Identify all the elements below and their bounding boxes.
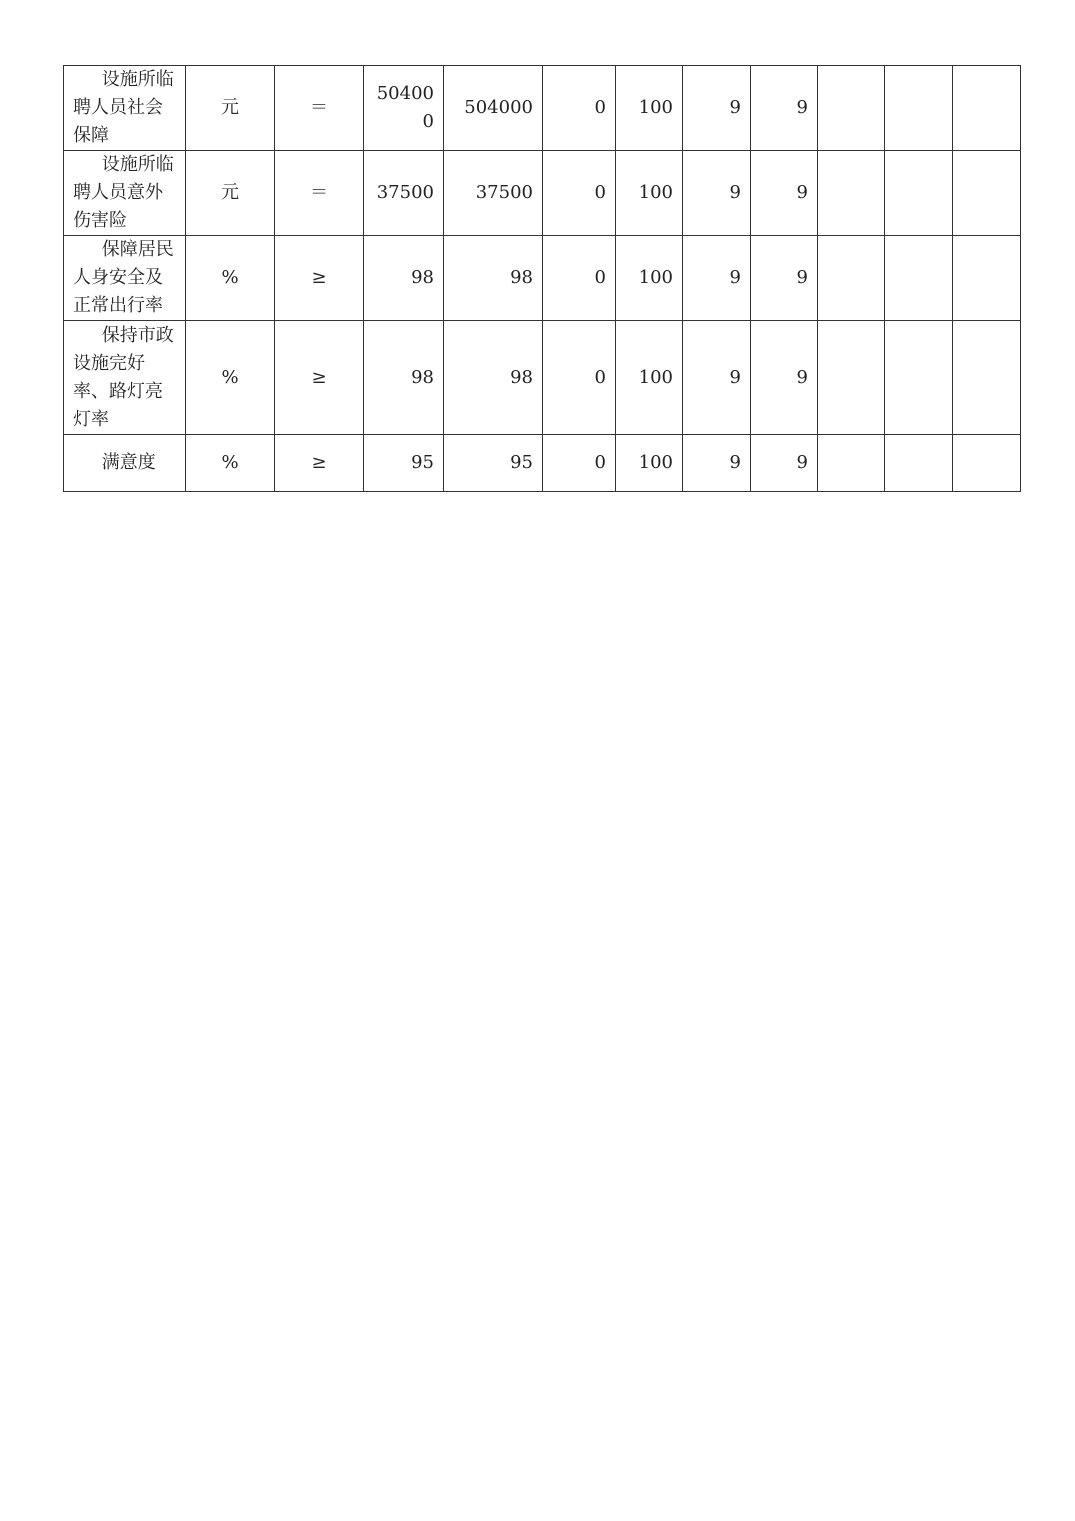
target-value-cell: 95 [364, 435, 444, 492]
operator-cell: ≥ [275, 321, 364, 435]
target-value-cell: 37500 [364, 151, 444, 236]
completion-rate-cell: 100 [616, 435, 683, 492]
indicator-name-cell: 设施所临聘人员意外伤害险 [64, 151, 186, 236]
table-row [64, 321, 1021, 435]
operator-cell: ＝ [275, 66, 364, 151]
weight-cell: 9 [683, 151, 751, 236]
empty-cell [818, 66, 885, 151]
actual-value-cell: 98 [444, 321, 543, 435]
table-row [64, 151, 1021, 236]
empty-cell [953, 151, 1021, 236]
unit-cell: % [186, 236, 275, 321]
actual-value-cell: 98 [444, 236, 543, 321]
empty-cell [953, 66, 1021, 151]
empty-cell [818, 151, 885, 236]
score-cell: 9 [751, 236, 818, 321]
actual-value-cell: 504000 [444, 66, 543, 151]
unit-cell: 元 [186, 66, 275, 151]
actual-value-cell: 37500 [444, 151, 543, 236]
completion-rate-cell: 100 [616, 321, 683, 435]
deviation-cell: 0 [543, 321, 616, 435]
empty-cell [885, 236, 953, 321]
indicator-name-cell: 满意度 [64, 435, 186, 492]
empty-cell [885, 435, 953, 492]
weight-cell: 9 [683, 66, 751, 151]
score-cell: 9 [751, 435, 818, 492]
target-value-cell: 98 [364, 236, 444, 321]
unit-cell: % [186, 321, 275, 435]
indicator-name-cell: 设施所临聘人员社会保障 [64, 66, 186, 151]
completion-rate-cell: 100 [616, 236, 683, 321]
indicator-name-cell: 保持市政设施完好率、路灯亮灯率 [64, 321, 186, 435]
weight-cell: 9 [683, 236, 751, 321]
weight-cell: 9 [683, 435, 751, 492]
score-cell: 9 [751, 66, 818, 151]
unit-cell: 元 [186, 151, 275, 236]
table-row [64, 435, 1021, 492]
operator-cell: ≥ [275, 236, 364, 321]
empty-cell [818, 321, 885, 435]
empty-cell [953, 321, 1021, 435]
unit-cell: % [186, 435, 275, 492]
empty-cell [818, 435, 885, 492]
deviation-cell: 0 [543, 236, 616, 321]
score-cell: 9 [751, 151, 818, 236]
actual-value-cell: 95 [444, 435, 543, 492]
weight-cell: 9 [683, 321, 751, 435]
empty-cell [885, 151, 953, 236]
completion-rate-cell: 100 [616, 151, 683, 236]
deviation-cell: 0 [543, 66, 616, 151]
table-row [64, 66, 1021, 151]
indicator-name-cell: 保障居民人身安全及正常出行率 [64, 236, 186, 321]
operator-cell: ≥ [275, 435, 364, 492]
deviation-cell: 0 [543, 435, 616, 492]
table-row [64, 236, 1021, 321]
performance-indicator-table [63, 65, 1021, 492]
empty-cell [885, 321, 953, 435]
empty-cell [818, 236, 885, 321]
score-cell: 9 [751, 321, 818, 435]
empty-cell [953, 435, 1021, 492]
empty-cell [885, 66, 953, 151]
target-value-cell: 98 [364, 321, 444, 435]
completion-rate-cell: 100 [616, 66, 683, 151]
empty-cell [953, 236, 1021, 321]
operator-cell: ＝ [275, 151, 364, 236]
deviation-cell: 0 [543, 151, 616, 236]
target-value-cell: 504000 [364, 66, 444, 151]
